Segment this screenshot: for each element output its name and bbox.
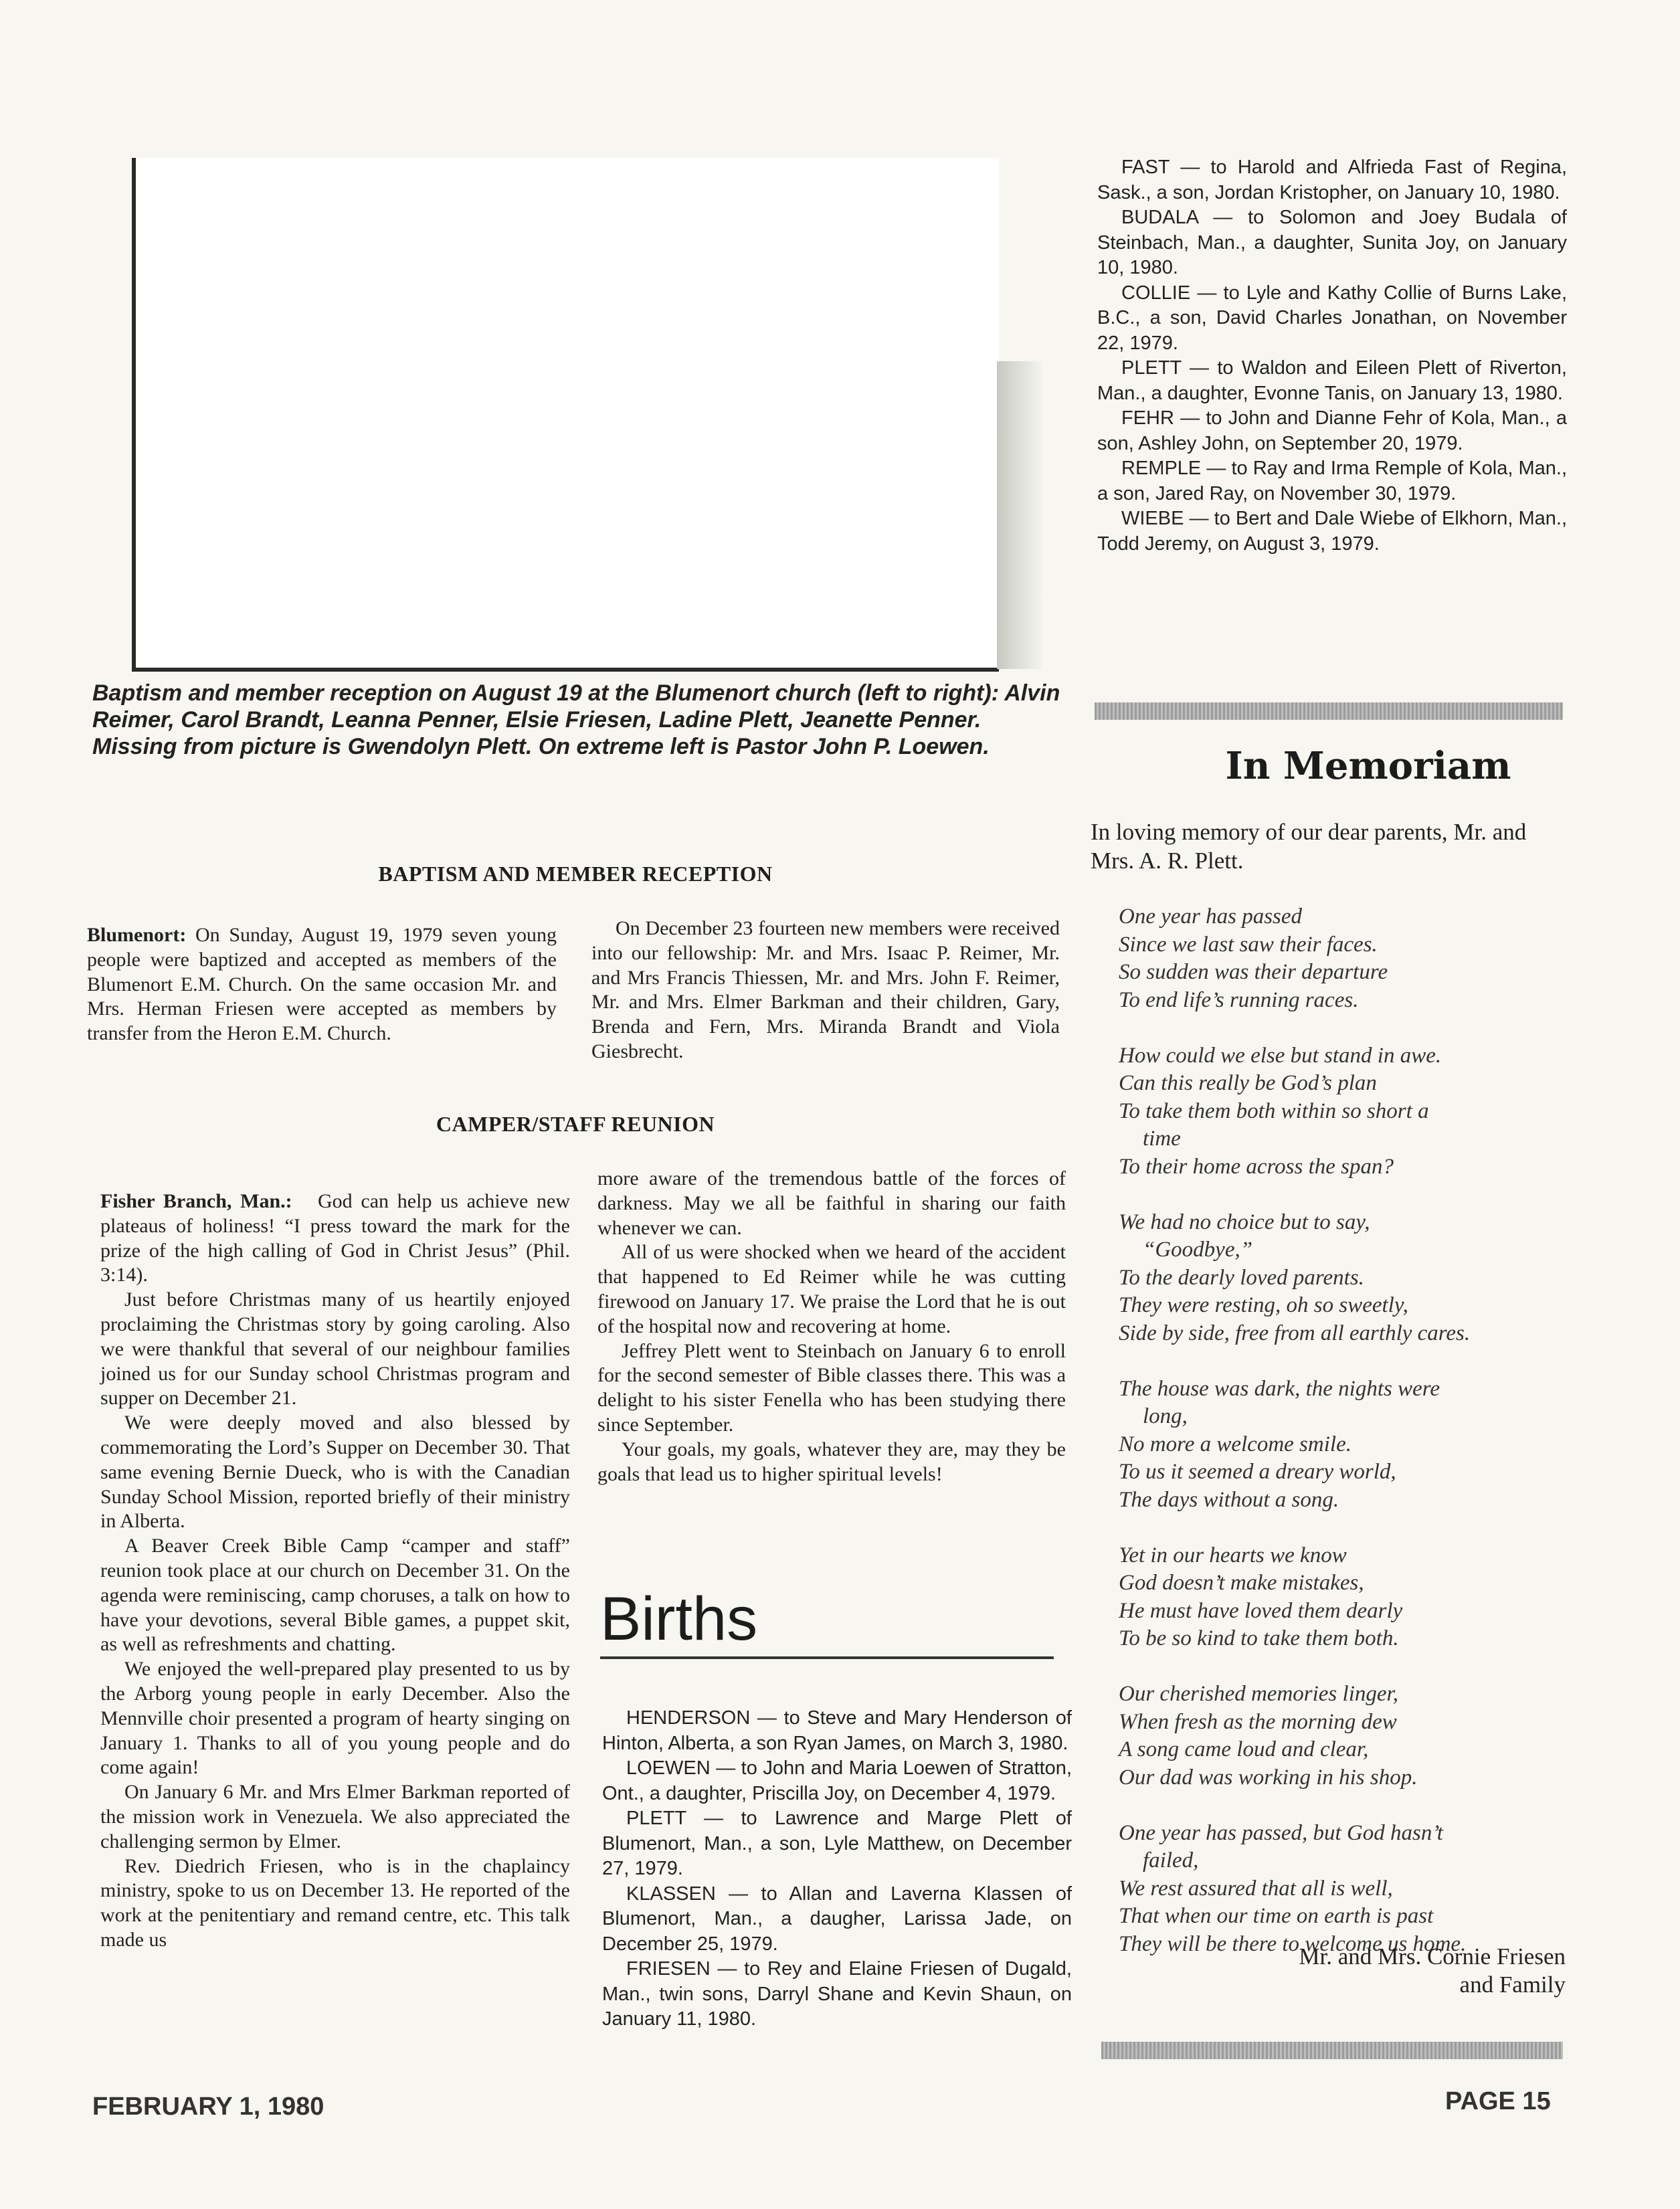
birth-entry: KLASSEN — to Allan and Laverna Klassen of Blumenort, Man., a daugher, Larissa Jade, on December 25, 1979. bbox=[602, 1883, 1072, 1955]
baptism-column-right bbox=[591, 917, 1060, 1064]
reunion-paragraph: God can help us achieve new plateaus of holiness! “I press toward the mark for the prize of the high calling of God in Christ Jesus” (Phil. 3:14). bbox=[100, 1190, 571, 1286]
poem-line: To be so kind to take them both. bbox=[1119, 1626, 1399, 1650]
memoriam-intro: In loving memory of our dear parents, Mr. and Mrs. A. R. Plett. bbox=[1091, 819, 1527, 874]
reunion-paragraph: A Beaver Creek Bible Camp “camper and staff” reunion took place at our church on December 31. On the agenda were reminiscing, camp choruses, a talk on how to have your devotions, several Bible games, a puppet skit, as well as refreshments and chatting. bbox=[100, 1535, 570, 1656]
births-column-a bbox=[602, 1706, 1072, 2032]
birth-entry: FRIESEN — to Rey and Elaine Friesen of Dugald, Man., twin sons, Darryl Shane and Kevin Shaun, on January 11, 1980. bbox=[602, 1958, 1072, 2030]
reunion-lead: Fisher Branch, Man.: bbox=[100, 1190, 292, 1212]
poem-line: The house was dark, the nights were bbox=[1119, 1376, 1440, 1401]
birth-entry: PLETT — to Waldon and Eileen Plett of Riverton, Man., a daughter, Evonne Tanis, on January 13, 1980. bbox=[1097, 357, 1567, 404]
birth-entry: PLETT — to Lawrence and Marge Plett of Blumenort, Man., a son, Lyle Matthew, on December 27, 1979. bbox=[602, 1808, 1072, 1879]
photo-edge-shading bbox=[997, 361, 1042, 669]
footer-page-number: PAGE 15 bbox=[1445, 2087, 1551, 2115]
poem-line: He must have loved them dearly bbox=[1119, 1598, 1403, 1623]
poem-line: We had no choice but to say, bbox=[1119, 1210, 1370, 1234]
poem-line: To us it seemed a dreary world, bbox=[1119, 1460, 1396, 1484]
reunion-column-right bbox=[597, 1167, 1066, 1486]
footer-date: FEBRUARY 1, 1980 bbox=[92, 2093, 324, 2121]
poem-line: “Goodbye,” bbox=[1143, 1238, 1253, 1262]
poem-line: They were resting, oh so sweetly, bbox=[1119, 1293, 1408, 1317]
baptism-paragraph-1: On Sunday, August 19, 1979 seven young people were baptized and accepted as members of the Blumenort E.M. Church. On the same occasion Mr. and Mrs. Herman Friesen were accepted as members by transfer from the Heron E.M. Church. bbox=[87, 924, 557, 1045]
baptism-paragraph-2: On December 23 fourteen new members were received into our fellowship: Mr. and Mrs. Isaac P. Reimer, Mr. and Mrs Francis Thiessen, Mr. and Mrs. John F. Reimer, Mr. and Mrs. Elmer Barkman and their children, Gary, Brenda and Fern, Mrs. Miranda Brandt and Viola Giesbrecht. bbox=[591, 917, 1060, 1062]
birth-entry: FEHR — to John and Dianne Fehr of Kola, Man., a son, Ashley John, on September 20, 1979. bbox=[1097, 407, 1567, 454]
poem-line: To the dearly loved parents. bbox=[1119, 1265, 1364, 1290]
poem-line: The days without a song. bbox=[1119, 1487, 1339, 1512]
poem-line: To their home across the span? bbox=[1119, 1154, 1394, 1179]
poem-line: We rest assured that all is well, bbox=[1119, 1876, 1393, 1901]
reunion-paragraph: On January 6 Mr. and Mrs Elmer Barkman reported of the mission work in Venezuela. We also appreciated the challenging sermon by Elmer. bbox=[100, 1781, 570, 1852]
birth-entry: HENDERSON — to Steve and Mary Henderson of Hinton, Alberta, a son Ryan James, on March 3, 1980. bbox=[602, 1707, 1072, 1754]
reunion-heading: CAMPER/STAFF REUNION bbox=[436, 1112, 715, 1136]
photo-caption: Baptism and member reception on August 19 at the Blumenort church (left to right): Alvin Reimer, Carol Brandt, Leanna Penner, Elsie Friesen, Ladine Plett, Jeanette Penner. Missing from picture is Gwendolyn Plett. On extreme left is Pastor John P. Loewen. bbox=[92, 680, 1060, 759]
poem-stanza bbox=[1119, 1042, 1567, 1181]
reunion-paragraph: Just before Christmas many of us heartily enjoyed proclaiming the Christmas story by going caroling. Also we were thankful that several of our neighbour families joined us for our Sunday school Christmas program and supper on December 21. bbox=[100, 1288, 570, 1410]
poem-line: So sudden was their departure bbox=[1119, 960, 1388, 984]
poem-line: How could we else but stand in awe. bbox=[1119, 1043, 1442, 1068]
baptism-lead: Blumenort: bbox=[87, 924, 187, 946]
signature-line-1: Mr. and Mrs. Cornie Friesen bbox=[1299, 1943, 1566, 1970]
poem-line: When fresh as the morning dew bbox=[1119, 1709, 1397, 1734]
baptism-column-left bbox=[87, 923, 557, 1046]
baptism-photo bbox=[132, 158, 999, 672]
birth-entry: BUDALA — to Solomon and Joey Budala of Steinbach, Man., a daughter, Sunita Joy, on January 10, 1980. bbox=[1097, 207, 1567, 278]
memoriam-bottom-rule bbox=[1101, 2042, 1563, 2059]
birth-entry: COLLIE — to Lyle and Kathy Collie of Burns Lake, B.C., a son, David Charles Jonathan, on November 22, 1979. bbox=[1097, 282, 1567, 354]
poem-line: To take them both within so short a bbox=[1119, 1098, 1429, 1123]
poem-line: Side by side, free from all earthly cares. bbox=[1119, 1321, 1471, 1345]
poem-stanza bbox=[1119, 1680, 1567, 1792]
birth-entry: FAST — to Harold and Alfrieda Fast of Regina, Sask., a son, Jordan Kristopher, on January 10, 1980. bbox=[1097, 157, 1567, 203]
poem-line: failed, bbox=[1143, 1848, 1199, 1872]
poem-stanza bbox=[1119, 1820, 1567, 1959]
poem-line: Our cherished memories linger, bbox=[1119, 1682, 1398, 1706]
birth-entry: LOEWEN — to John and Maria Loewen of Stratton, Ont., a daughter, Priscilla Joy, on December 4, 1979. bbox=[602, 1757, 1072, 1804]
reunion-paragraph: Rev. Diedrich Friesen, who is in the chaplaincy ministry, spoke to us on December 13. He reported of the work at the penitentiary and remand centre, etc. This talk made us bbox=[100, 1854, 570, 1951]
poem-line: A song came loud and clear, bbox=[1119, 1737, 1369, 1761]
reunion-column-left bbox=[100, 1189, 570, 1953]
poem-line: God doesn’t make mistakes, bbox=[1119, 1571, 1364, 1595]
poem-line: That when our time on earth is past bbox=[1119, 1904, 1434, 1928]
memoriam-poem bbox=[1119, 903, 1567, 1958]
poem-stanza bbox=[1119, 903, 1567, 1014]
poem-line: They will be there to welcome us home. bbox=[1119, 1931, 1467, 1956]
poem-line: Can this really be God’s plan bbox=[1119, 1071, 1377, 1095]
memoriam-top-rule bbox=[1095, 702, 1563, 720]
poem-line: One year has passed, but God hasn’t bbox=[1119, 1820, 1443, 1845]
memoriam-title: In Memoriam bbox=[1225, 744, 1511, 788]
poem-stanza bbox=[1119, 1209, 1567, 1348]
reunion-paragraph: We enjoyed the well-prepared play presented to us by the Arborg young people in early December. Also the Mennville choir presented a program of hearty singing on January 1. Thanks to all of you young people and do come again! bbox=[100, 1658, 570, 1779]
poem-line: Our dad was working in his shop. bbox=[1119, 1765, 1418, 1790]
births-title: Births bbox=[600, 1586, 1054, 1659]
reunion-paragraph: Jeffrey Plett went to Steinbach on January 6 to enroll for the second semester of Bible classes there. This was a delight to his sister Fenella who has been studying there since September. bbox=[597, 1339, 1066, 1436]
poem-stanza bbox=[1119, 1542, 1567, 1653]
birth-entry: WIEBE — to Bert and Dale Wiebe of Elkhorn, Man., Todd Jeremy, on August 3, 1979. bbox=[1097, 508, 1567, 555]
baptism-heading: BAPTISM AND MEMBER RECEPTION bbox=[378, 862, 773, 886]
signature-line-2: and Family bbox=[1459, 1972, 1566, 1998]
births-column-b bbox=[1097, 155, 1567, 557]
reunion-paragraph: more aware of the tremendous battle of the forces of darkness. May we all be faithful in sharing our faith whenever we can. bbox=[597, 1167, 1066, 1239]
poem-line: time bbox=[1143, 1127, 1181, 1151]
reunion-paragraph: Your goals, my goals, whatever they are, may they be goals that lead us to higher spiritual levels! bbox=[597, 1438, 1066, 1485]
reunion-paragraph: We were deeply moved and also blessed by commemorating the Lord’s Supper on December 30. That same evening Bernie Dueck, who is with the Canadian Sunday School Mission, reported briefly of their ministry in Alberta. bbox=[100, 1412, 570, 1533]
poem-line: long, bbox=[1143, 1404, 1188, 1428]
poem-line: Since we last saw their faces. bbox=[1119, 932, 1378, 957]
poem-stanza bbox=[1119, 1375, 1567, 1515]
poem-line: To end life’s running races. bbox=[1119, 987, 1359, 1012]
poem-line: Yet in our hearts we know bbox=[1119, 1543, 1347, 1567]
memoriam-signature bbox=[1111, 1943, 1566, 1999]
reunion-paragraph: All of us were shocked when we heard of the accident that happened to Ed Reimer while he was cutting firewood on January 17. We praise the Lord that he is out of the hospital now and recovering at home. bbox=[597, 1241, 1066, 1337]
birth-entry: REMPLE — to Ray and Irma Remple of Kola, Man., a son, Jared Ray, on November 30, 1979. bbox=[1097, 458, 1567, 504]
poem-line: No more a welcome smile. bbox=[1119, 1432, 1351, 1456]
poem-line: One year has passed bbox=[1119, 904, 1303, 929]
